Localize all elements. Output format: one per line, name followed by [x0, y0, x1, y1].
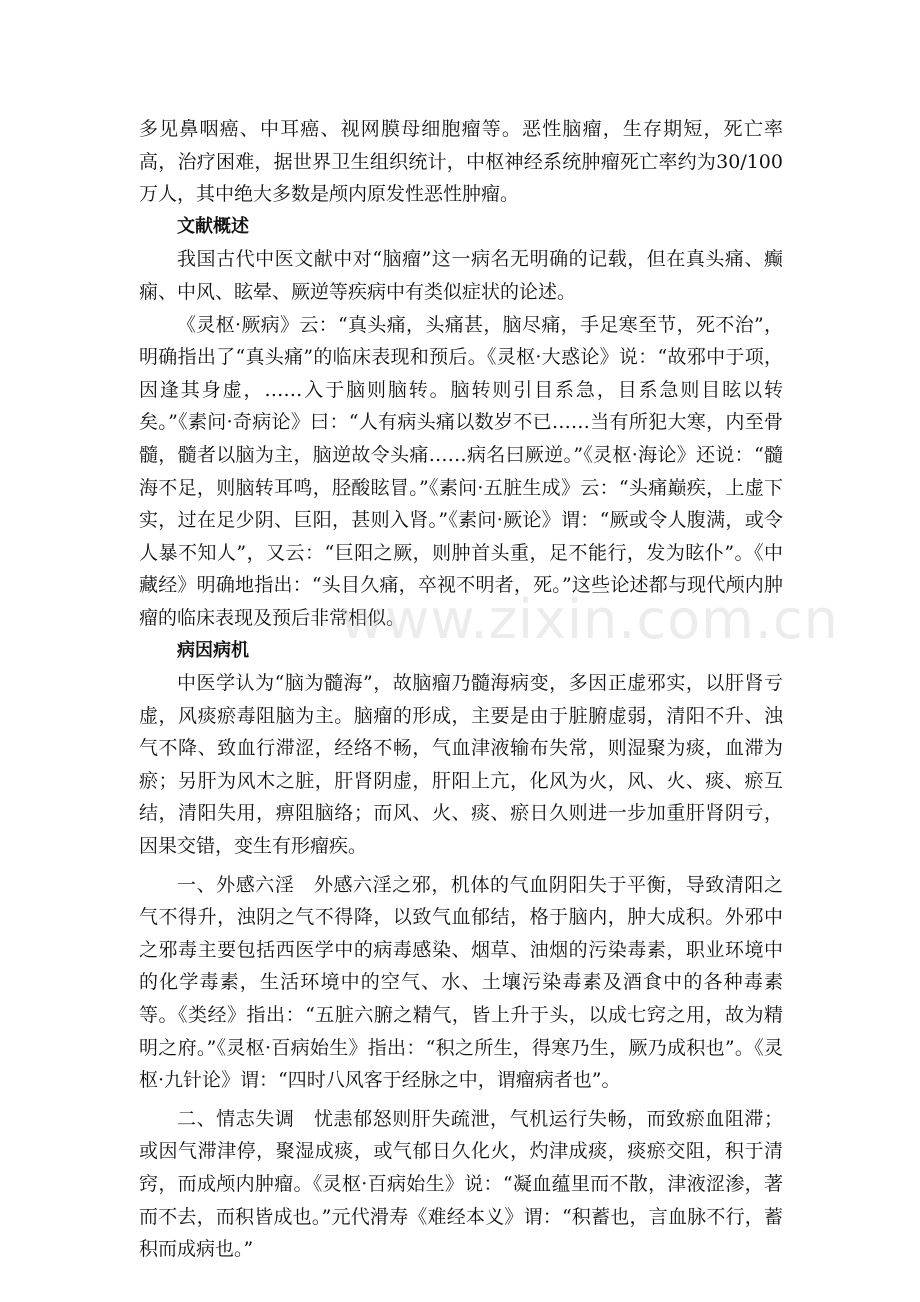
paragraph-etiology: 中医学认为“脑为髓海”，故脑瘤乃髓海病变，多因正虚邪实，以肝肾亏虚，风痰瘀毒阻脑为主。脑瘤的形成，主要是由于脏腑虚弱，清阳不升、浊气不降、致血行滞涩，经络不畅，气血津液输布失常，则湿聚为痰，血滞为瘀；另肝为风木之脏，肝肾阴虚，肝阳上亢，化风为火，风、火、痰、瘀互结，清阳失用，痹阻脑络；而风、火、痰、瘀日久则进一步加重肝肾阴亏，因果交错，变生有形瘤疾。	[139, 672, 783, 858]
section-heading-etiology: 病因病机	[177, 639, 249, 661]
paragraph-literature-intro: 我国古代中医文献中对“脑瘤”这一病名无明确的记载，但在真头痛、癫痫、中风、眩晕、厥逆等疾病中有类似症状的论述。	[139, 248, 783, 303]
paragraph-emotional-disorder: 二、情志失调 忧恚郁怒则肝失疏泄，气机运行失畅，而致瘀血阻滞；或因气滞津停，聚湿成痰，或气郁日久化火，灼津成痰，痰瘀交阻，积于清窍，而成颅内肿瘤。《灵枢·百病始生》说：“凝血蕴里而不散，津液涩渗，著而不去，而积皆成也。”元代滑寿《难经本义》谓：“积蓄也，言血脉不行，蓄积而成病也。”	[139, 1107, 783, 1261]
document-body	[139, 113, 783, 1266]
paragraph-literature-quotes: 《灵枢·厥病》云：“真头痛，头痛甚，脑尽痛，手足寒至节，死不治”，明确指出了“真头痛”的临床表现和预后。《灵枢·大惑论》说：“故邪中于项，因逢其身虚，……入于脑则脑转。脑转则引目系急，目系急则目眩以转矣。”《素问·奇病论》曰：“人有病头痛以数岁不已……当有所犯大寒，内至骨髓，髓者以脑为主，脑逆故令头痛……病名曰厥逆。”《灵枢·海论》还说：“髓海不足，则脑转耳鸣，胫酸眩冒。”《素问·五脏生成》云：“头痛巅疾，上虚下实，过在足少阴、巨阳，甚则入肾。”《素问·厥论》谓：“厥或令人腹满，或令人暴不知人”，又云：“巨阳之厥，则肿首头重，足不能行，发为眩仆”。《中藏经》明确地指出：“头目久痛，卒视不明者，死。”这些论述都与现代颅内肿瘤的临床表现及预后非常相似。	[139, 313, 783, 629]
site-watermark: www.zixin.com.cn	[340, 588, 839, 651]
paragraph-external-pathogens: 一、外感六淫 外感六淫之邪，机体的气血阴阳失于平衡，导致清阳之气不得升，浊阴之气不得降，以致气血郁结，格于脑内，肿大成积。外邪中之邪毒主要包括西医学中的病毒感染、烟草、油烟的污染毒素，职业环境中的化学毒素，生活环境中的空气、水、土壤污染毒素及酒食中的各种毒素等。《类经》指出：“五脏六腑之精气，皆上升于头，以成七窍之用，故为精明之府。”《灵枢·百病始生》指出：“积之所生，得寒乃生，厥乃成积也”。《灵枢·九针论》谓：“四时八风客于经脉之中，谓瘤病者也”。	[139, 873, 783, 1092]
section-heading-literature: 文献概述	[177, 215, 249, 237]
paragraph-intro: 多见鼻咽癌、中耳癌、视网膜母细胞瘤等。恶性脑瘤，生存期短，死亡率高，治疗困难，据世界卫生组织统计，中枢神经系统肿瘤死亡率约为30/100万人，其中绝大多数是颅内原发性恶性肿瘤。	[139, 118, 783, 206]
